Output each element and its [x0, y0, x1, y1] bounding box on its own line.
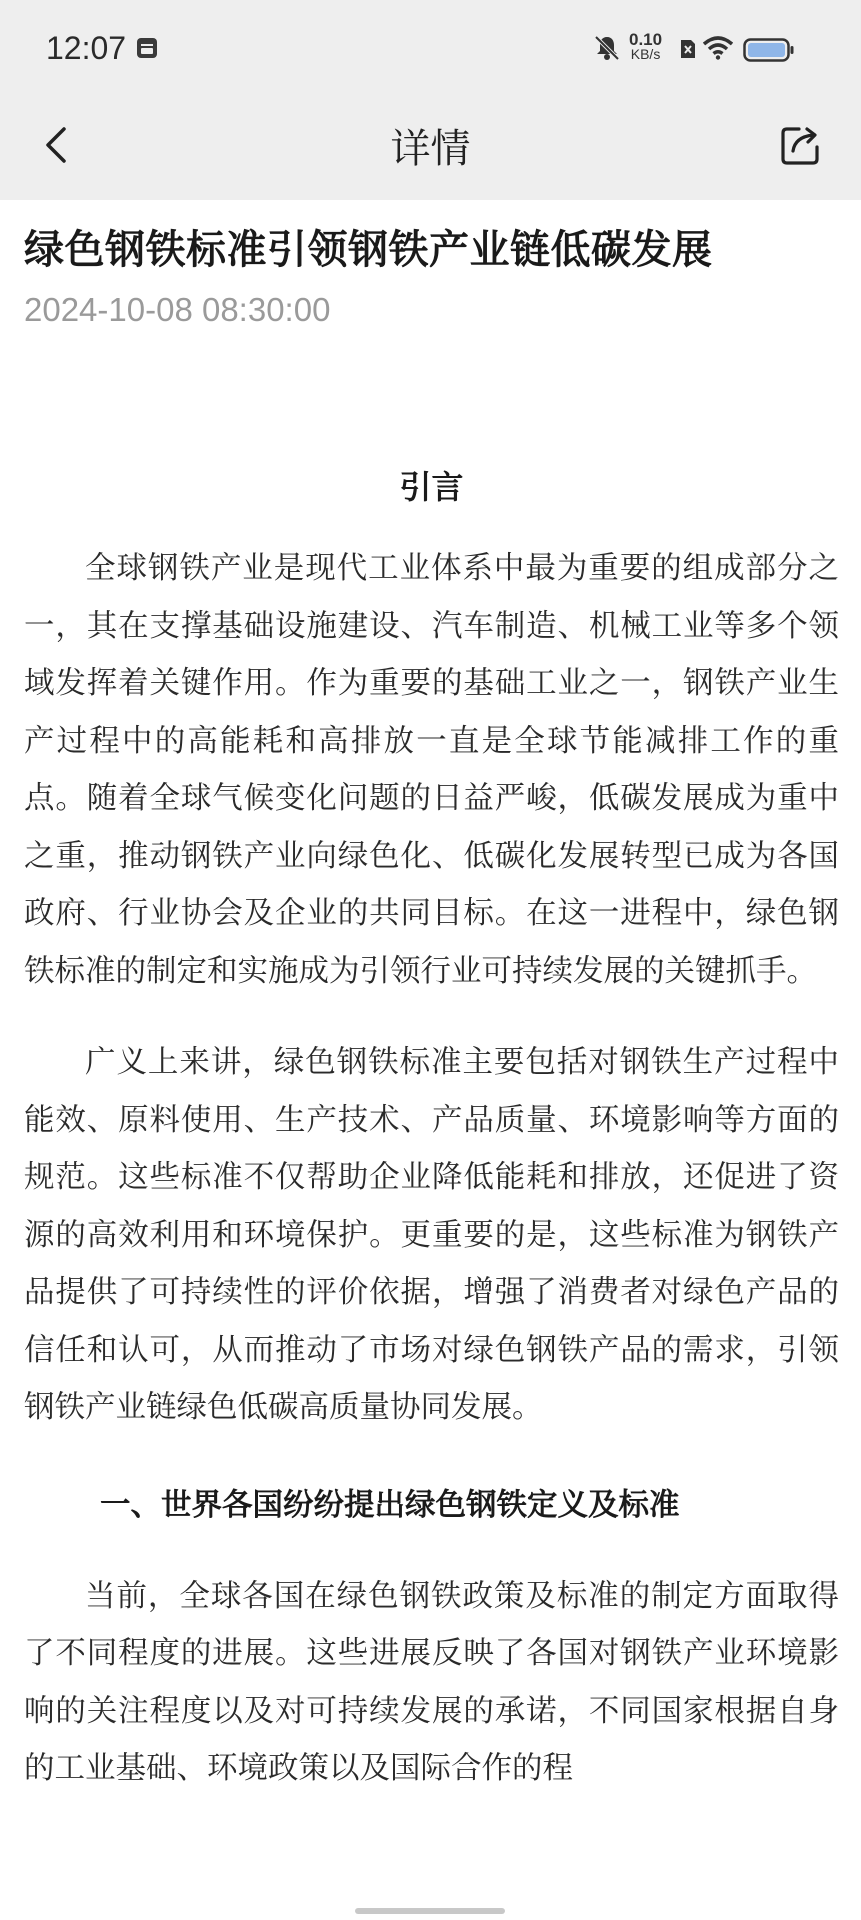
article [24, 200, 839, 1798]
mute-bell-icon [593, 34, 621, 66]
status-icons [593, 32, 813, 68]
article-date: 2024-10-08 08:30:00 [24, 291, 331, 328]
navigation-bar [0, 85, 861, 200]
article-paragraph: 全球钢铁产业是现代工业体系中最为重要的组成部分之一，其在支撑基础设施建设、汽车制造、机械工业等多个领域发挥着关键作用。作为重要的基础工业之一，钢铁产业生产过程中的高能耗和高排放一直是全球节能减排工作的重点。随着全球气候变化问题的日益严峻，低碳发展成为重中之重，推动钢铁产业向绿色化、低碳化发展转型已成为各国政府、行业协会及企业的共同目标。在这一进程中，绿色钢铁标准的制定和实施成为引领行业可持续发展的关键抓手。 [24, 551, 839, 989]
share-icon [779, 123, 823, 167]
no-sim-icon [679, 38, 697, 64]
network-speed-value: 0.10 [629, 30, 663, 49]
intro-heading: 引言 [399, 468, 464, 506]
status-time: 12:07 [46, 30, 127, 66]
network-speed-unit: KB/s [630, 46, 661, 62]
battery-icon [743, 38, 795, 66]
page-title: 详情 [390, 126, 471, 172]
article-paragraph: 广义上来讲，绿色钢铁标准主要包括对钢铁生产过程中能效、原料使用、生产技术、产品质量、环境影响等方面的规范。这些标准不仅帮助企业降低能耗和排放，还促进了资源的高效利用和环境保护。更重要的是，这些标准为钢铁产品提供了可持续性的评价依据，增强了消费者对绿色产品的信任和认可，从而推动了市场对绿色钢铁产品的需求，引领钢铁产业链绿色低碳高质量协同发展。 [24, 1045, 839, 1425]
network-speed [629, 32, 662, 62]
app-notification-icon [136, 37, 158, 63]
wifi-icon [703, 36, 733, 64]
section-heading: 一、世界各国纷纷提出绿色钢铁定义及标准 [100, 1487, 680, 1523]
share-button[interactable] [779, 123, 823, 167]
article-paragraph: 当前，全球各国在绿色钢铁政策及标准的制定方面取得了不同程度的进展。这些进展反映了各国对钢铁产业环境影响的关注程度以及对可持续发展的承诺，不同国家根据自身的工业基础、环境政策以及国际合作的程 [24, 1578, 839, 1786]
status-bar [0, 0, 861, 85]
article-title: 绿色钢铁标准引领钢铁产业链低碳发展 [24, 227, 713, 273]
home-indicator[interactable] [355, 1908, 505, 1914]
